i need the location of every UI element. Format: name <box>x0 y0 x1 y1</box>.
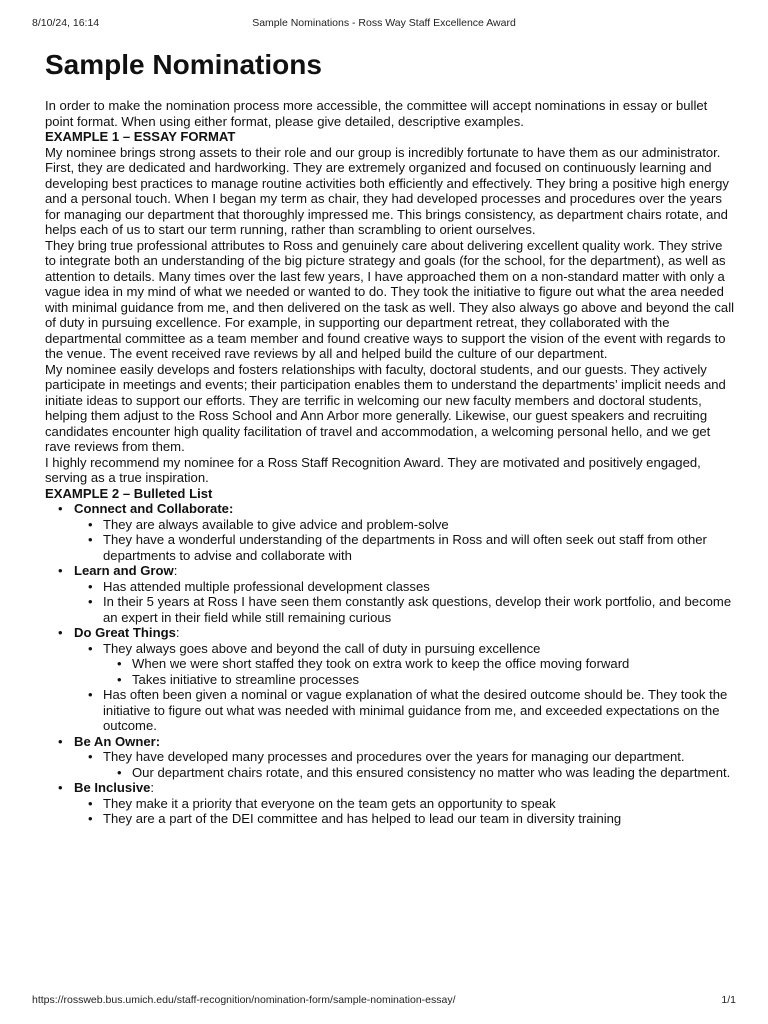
list-item <box>74 594 735 625</box>
example-1-heading: EXAMPLE 1 – ESSAY FORMAT <box>45 129 236 144</box>
example-2-heading-bold: EXAMPLE 2 <box>45 485 120 501</box>
list-item <box>74 579 735 595</box>
nested-sub-list <box>103 765 735 781</box>
example-2-heading-rest: – Bulleted List <box>119 485 213 501</box>
category-label: Learn and Grow <box>74 563 174 578</box>
essay-paragraph: First, they are dedicated and hardworking. They are extremely organized and focused on continuously learning and developing best practices to manage routine activities both efficiently and effectively. They bring a positive high energy and a personal touch. When I began my term as chair, they had developed processes and procedures over the years for managing our department that thoroughly impressed me. This brings consistency, as department chairs rotate, and helps each of us to start our term running, rather than scrambling to orient ourselves. <box>45 160 729 237</box>
list-item-text: Has often been given a nominal or vague explanation of what the desired outcome should be. They took the initiative to figure out what was needed with minimal guidance from me, and exceeded expectations on the outcome. <box>103 687 728 733</box>
list-item-text: They are a part of the DEI committee and has helped to lead our team in diversity training <box>103 811 622 826</box>
essay-paragraph: My nominee brings strong assets to their role and our group is incredibly fortunate to have them as our administrator. <box>45 144 721 160</box>
list-item <box>74 687 735 734</box>
document-content <box>45 48 735 827</box>
intro-paragraph: In order to make the nomination process more accessible, the committee will accept nominations in essay or bullet point format. When using either format, please give detailed, descriptive examples. <box>45 98 708 129</box>
sub-list <box>74 641 735 734</box>
list-item-category <box>45 563 735 625</box>
list-item <box>74 796 735 812</box>
print-page-title: Sample Nominations - Ross Way Staff Excellence Award <box>252 17 516 29</box>
list-item <box>74 517 735 533</box>
list-item <box>74 811 735 827</box>
category-label-suffix: : <box>173 563 178 578</box>
list-item-text: Has attended multiple professional development classes <box>103 578 430 594</box>
category-label-suffix: : <box>175 625 180 640</box>
list-item-text: They always goes above and beyond the call of duty in pursuing excellence <box>103 640 541 656</box>
print-header <box>32 17 736 31</box>
sub-list <box>74 517 735 564</box>
category-label: Connect and Collaborate: <box>74 501 234 516</box>
list-item-category <box>45 625 735 734</box>
example-2-bulleted-list <box>45 501 735 827</box>
list-item-text: They are always available to give advice and problem-solve <box>103 516 449 532</box>
category-label-suffix: : <box>150 780 155 795</box>
nested-list-item: • Our department chairs rotate, and this ensured consistency no matter who was leading the department. <box>103 765 735 781</box>
sub-list <box>74 796 735 827</box>
category-label: Be An Owner: <box>74 733 161 749</box>
category-label: Do Great Things <box>74 625 176 640</box>
page-number: 1/1 <box>721 994 736 1006</box>
sub-list <box>74 749 735 780</box>
print-date: 8/10/24, 16:14 <box>32 17 100 29</box>
example-1-essay <box>45 145 735 486</box>
nested-sub-list <box>103 656 735 687</box>
print-footer <box>32 994 736 1008</box>
list-item-text: In their 5 years at Ross I have seen them constantly ask questions, develop their work portfolio, and become an expert in their field while still remaining curious <box>103 594 732 625</box>
list-item-category <box>45 734 735 781</box>
essay-paragraph: My nominee easily develops and fosters relationships with faculty, doctoral students, and our guests. They actively participate in meetings and events; their participation enables them to understand the departments’ implicit needs and initiate ideas to support our efforts. They are terrific in welcoming our new faculty members and doctoral students, helping them adjust to the Ross School and Ann Arbor more generally. Likewise, our guest speakers and recruiting candidates encounter high quality facilitation of travel and accommodation, a welcoming personal hello, and we get rave reviews from them. <box>45 361 726 454</box>
list-item <box>74 641 735 688</box>
page-url: https://rossweb.bus.umich.edu/staff-recognition/nomination-form/sample-nomination-essay/ <box>32 994 456 1006</box>
page-title: Sample Nominations <box>45 49 322 80</box>
essay-paragraph: They bring true professional attributes to Ross and genuinely care about delivering excellent quality work. They strive to integrate both an understanding of the big picture strategy and goals (for the school, for the department), as well as attention to details. Many times over the last few years, I have approached them on a non-standard matter with only a vague idea in my mind of what we needed or wanted to do. They took the initiative to figure out what the area needed with minimal guidance from me, and then delivered on the task as well. They also always go above and beyond the call of duty in pursuing excellence. For example, in supporting our department retreat, they collaborated with the departmental committee as a team member and found creative ways to support the vision of the event with regards to the venue. The event received rave reviews by all and helped build the culture of our department. <box>45 237 735 361</box>
essay-paragraph: I highly recommend my nominee for a Ross Staff Recognition Award. They are motivated and positively engaged, serving as a true inspiration. <box>45 454 701 485</box>
list-item-text: They have developed many processes and procedures over the years for managing our department. <box>103 749 685 764</box>
sub-list <box>74 579 735 626</box>
list-item <box>74 749 735 780</box>
example-2-heading <box>45 486 735 502</box>
list-item-text: They make it a priority that everyone on the team gets an opportunity to speak <box>103 795 556 811</box>
list-item-category <box>45 501 735 563</box>
category-label: Be Inclusive <box>74 780 151 795</box>
list-item-category <box>45 780 735 827</box>
nested-list-item: • When we were short staffed they took on extra work to keep the office moving forward <box>103 656 735 672</box>
list-item-text: They have a wonderful understanding of the departments in Ross and will often seek out staff from other departments to advise and collaborate with <box>103 532 707 563</box>
list-item <box>74 532 735 563</box>
nested-list-item: • Takes initiative to streamline processes <box>103 672 735 688</box>
